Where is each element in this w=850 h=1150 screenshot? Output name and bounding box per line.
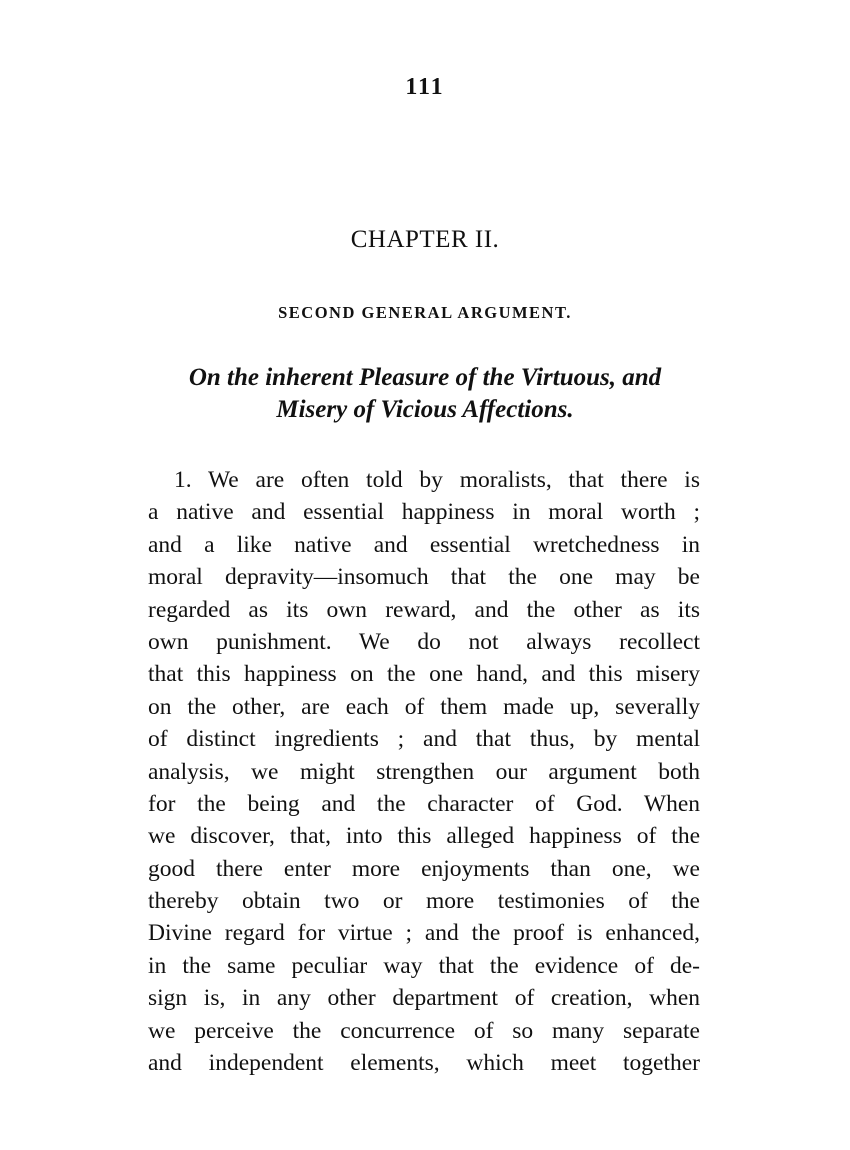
body-line: and a like native and essential wretchedness in: [148, 531, 700, 558]
body-line: thereby obtain two or more testimonies of the: [148, 888, 700, 915]
body-text: [148, 464, 700, 1079]
body-line: Divine regard for virtue ; and the proof is enhanced,: [148, 920, 700, 947]
body-line: and independent elements, which meet together: [148, 1050, 700, 1077]
section-heading: SECOND GENERAL ARGUMENT.: [278, 303, 572, 322]
body-line: we discover, that, into this alleged happiness of the: [148, 823, 700, 850]
body-line: in the same peculiar way that the evidence of de-: [148, 952, 700, 979]
body-line: we perceive the concurrence of so many separate: [148, 1017, 700, 1044]
body-line: good there enter more enjoyments than one, we: [148, 855, 700, 882]
body-line: own punishment. We do not always recollect: [148, 628, 700, 655]
body-line: that this happiness on the one hand, and this misery: [148, 661, 700, 688]
page-number: 111: [405, 74, 445, 100]
subtitle-line: On the inherent Pleasure of the Virtuous, and: [188, 364, 662, 391]
chapter-subtitle: [0, 362, 850, 426]
body-line: on the other, are each of them made up, severally: [148, 693, 700, 720]
body-line: sign is, in any other department of creation, when: [148, 985, 700, 1012]
body-line: a native and essential happiness in moral worth ;: [148, 499, 700, 526]
body-line: of distinct ingredients ; and that thus, by mental: [148, 726, 700, 753]
subtitle-line: Misery of Vicious Affections.: [276, 396, 574, 423]
body-line: 1. We are often told by moralists, that there is: [174, 467, 700, 493]
body-line: for the being and the character of God. When: [148, 790, 700, 817]
body-line: analysis, we might strengthen our argument both: [148, 758, 700, 785]
chapter-title: CHAPTER II.: [350, 226, 500, 253]
body-line: regarded as its own reward, and the other as its: [148, 596, 700, 623]
body-line: moral depravity—insomuch that the one may be: [148, 564, 700, 591]
